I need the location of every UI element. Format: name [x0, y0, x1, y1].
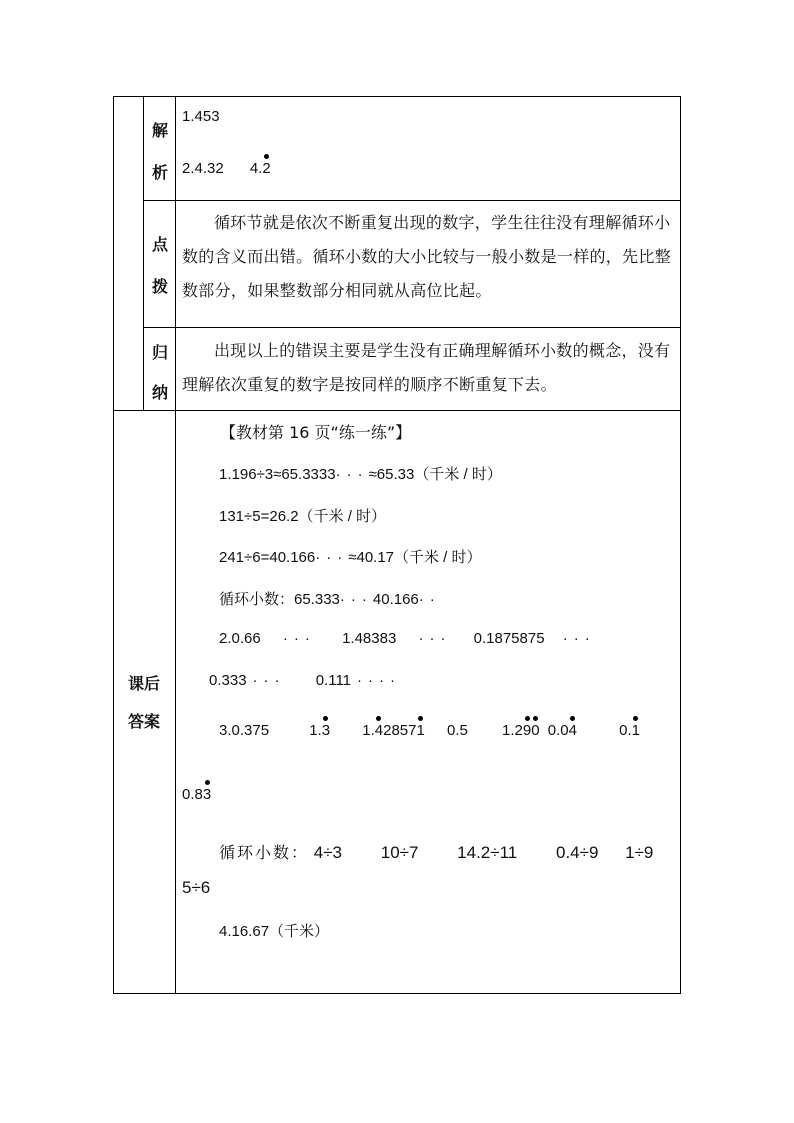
answer-line-10: 5÷6	[182, 878, 211, 897]
answer-line-11: 4.16.67（千米）	[219, 923, 330, 940]
recurring-decimal: 1.3	[309, 722, 331, 739]
row-divider-3	[113, 410, 681, 411]
answer-line-6: 0.333 ··· 0.111 ····	[209, 672, 402, 689]
tip-label-1: 点	[151, 235, 168, 254]
answer-line-4: 循环小数：65.333···40.166··	[219, 591, 441, 608]
table-border-right	[680, 96, 681, 994]
answer-line-7: 3.0.375 1.3 1.428571 0.5 1.290 0.04 0.1	[219, 722, 640, 739]
answer-line-9: 循环小数： 4÷3 10÷7 14.2÷11 0.4÷9 1÷9	[219, 843, 654, 862]
summary-label-2: 纳	[151, 383, 168, 402]
answer-line-3: 241÷6=40.166···≈40.17（千米 / 时）	[219, 549, 482, 566]
recurring-decimal: 4.2	[249, 160, 271, 177]
table-border-bottom	[113, 993, 681, 994]
tip-label-2: 拨	[151, 277, 168, 296]
recurring-decimal: 0.04	[547, 722, 577, 739]
answers-label-1: 课后	[127, 674, 160, 693]
recurring-decimal: 1.428571	[362, 722, 425, 739]
analysis-line-2: 2.4.32 4.2	[182, 160, 271, 177]
recurring-decimal: 1.290	[502, 722, 540, 739]
analysis-line-1: 1.453	[182, 108, 220, 125]
table-border-left	[113, 96, 114, 994]
answer-line-8	[182, 786, 211, 803]
answers-heading: 【教材第 16 页“练一练”】	[220, 423, 412, 442]
answer-line-1: 1.196÷3≈65.3333···≈65.33（千米 / 时）	[219, 466, 502, 483]
row-divider-2	[143, 327, 681, 328]
answers-label-2: 答案	[127, 712, 160, 731]
table-divider-label	[175, 96, 176, 994]
table-border-top	[113, 96, 681, 97]
analysis-label-1: 解	[151, 121, 168, 140]
table-divider-inner	[143, 96, 144, 410]
answer-line-2: 131÷5=26.2（千米 / 时）	[219, 508, 387, 525]
answer-line-5: 2.0.66 ··· 1.48383 ··· 0.1875875 ···	[219, 630, 596, 647]
recurring-decimal: 0.83	[182, 786, 212, 803]
tip-text: 循环节就是依次不断重复出现的数字，学生往往没有理解循环小数的含义而出错。循环小数的大小比较与一般小数是一样的，先比整数部分，如果整数部分相同就从高位比起。	[182, 213, 672, 300]
summary-label-1: 归	[151, 343, 168, 362]
recurring-decimal: 0.1	[619, 722, 640, 739]
summary-text: 出现以上的错误主要是学生没有正确理解循环小数的概念，没有理解依次重复的数字是按同样的顺序不断重复下去。	[182, 341, 671, 394]
analysis-label-2: 析	[151, 163, 168, 182]
row-divider-1	[143, 200, 681, 201]
